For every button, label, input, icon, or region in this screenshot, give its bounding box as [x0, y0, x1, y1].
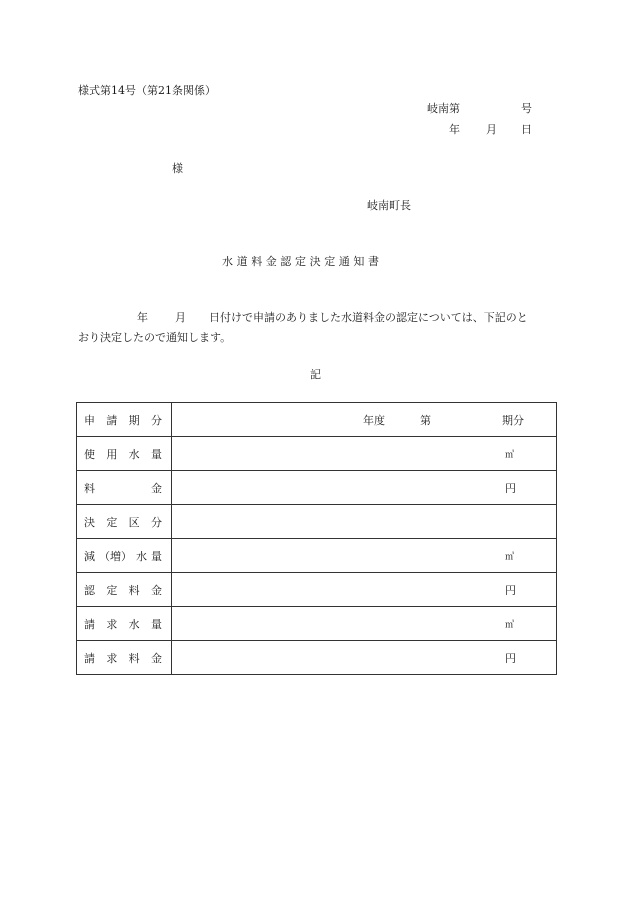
period-label: 期分	[502, 413, 524, 427]
row-label-char: 水	[128, 617, 140, 631]
body-month: 月	[175, 311, 186, 324]
fiscal-year-label: 年度	[363, 413, 385, 427]
row-label-char: 認	[84, 583, 95, 597]
row-label-char: 分	[150, 413, 162, 427]
row-label-cell	[77, 437, 172, 471]
row-label	[77, 446, 171, 462]
row-label-cell	[77, 641, 172, 675]
date-month: 月	[486, 123, 497, 136]
unit-label: 円	[505, 651, 516, 665]
table-row	[77, 471, 557, 505]
row-label	[77, 412, 171, 428]
row-label-char: 料	[84, 481, 95, 495]
row-label-char: 金	[150, 583, 162, 597]
row-label-cell	[77, 471, 172, 505]
row-label-char: 金	[150, 651, 162, 665]
row-label-char: 定	[106, 515, 118, 529]
row-label	[77, 650, 171, 666]
row-value-cell[interactable]	[172, 539, 557, 573]
row-value-cell[interactable]	[172, 573, 557, 607]
table-row	[77, 573, 557, 607]
row-label-char: 請	[84, 651, 95, 665]
date-year: 年	[449, 123, 460, 136]
row-value-cell[interactable]	[172, 505, 557, 539]
form-number: 様式第14号（第21条関係）	[78, 84, 216, 97]
row-value-cell[interactable]	[172, 641, 557, 675]
date-day: 日	[521, 123, 532, 136]
table-row	[77, 539, 557, 573]
row-label-cell	[77, 403, 172, 437]
unit-label: 円	[505, 481, 516, 495]
row-label-char: 申	[84, 413, 95, 427]
row-label-cell	[77, 539, 172, 573]
unit-label: ㎥	[505, 620, 515, 630]
ki-heading: 記	[310, 368, 321, 381]
row-label-char: 定	[106, 583, 118, 597]
row-label-char: 水	[128, 447, 140, 461]
row-label-char: 減	[84, 549, 95, 563]
row-label-char: 区	[128, 515, 140, 529]
unit-label: ㎥	[505, 450, 515, 460]
row-label-char: （増）	[99, 549, 132, 563]
row-value-cell[interactable]	[172, 437, 557, 471]
row-label	[77, 480, 171, 496]
row-label	[77, 514, 171, 530]
row-label-char: 水	[136, 549, 147, 563]
detail-table	[76, 402, 557, 675]
row-label-char: 量	[150, 447, 162, 461]
row-label-char: 決	[84, 515, 95, 529]
period-number-prefix: 第	[420, 413, 431, 427]
row-label-char: 使	[84, 447, 95, 461]
table-row	[77, 403, 557, 437]
row-label-char: 請	[84, 617, 95, 631]
row-label-char: 求	[106, 617, 118, 631]
document-title: 水道料金認定決定通知書	[222, 255, 383, 268]
table-row	[77, 505, 557, 539]
row-label	[77, 616, 171, 632]
addressee-honorific: 様	[172, 162, 183, 175]
unit-label: 円	[505, 583, 516, 597]
body-text-1: 日付けで申請のありました水道料金の認定については、下記のと	[209, 311, 528, 324]
unit-label: ㎥	[505, 552, 515, 562]
row-label-char: 量	[150, 617, 162, 631]
row-value-cell[interactable]	[172, 471, 557, 505]
row-label-char: 用	[106, 447, 118, 461]
table-row	[77, 641, 557, 675]
row-label-char: 求	[106, 651, 118, 665]
row-label	[77, 582, 171, 598]
row-label-char: 分	[150, 515, 162, 529]
row-label-cell	[77, 573, 172, 607]
body-year: 年	[137, 311, 148, 324]
row-label-char: 期	[128, 413, 140, 427]
row-value-cell[interactable]	[172, 607, 557, 641]
row-value-cell[interactable]	[172, 403, 557, 437]
reference-number-prefix: 岐南第	[427, 102, 460, 115]
row-label-cell	[77, 505, 172, 539]
row-label	[77, 548, 171, 564]
row-label-char: 量	[151, 549, 162, 563]
body-line-2: おり決定したので通知します。	[78, 331, 232, 344]
table-row	[77, 607, 557, 641]
table-row	[77, 437, 557, 471]
row-label-cell	[77, 607, 172, 641]
sender-name: 岐南町長	[367, 199, 411, 212]
row-label-char: 料	[128, 583, 140, 597]
row-label-char: 金	[151, 481, 162, 495]
row-label-char: 料	[128, 651, 140, 665]
row-label-char: 請	[106, 413, 118, 427]
reference-number-suffix: 号	[521, 102, 532, 115]
